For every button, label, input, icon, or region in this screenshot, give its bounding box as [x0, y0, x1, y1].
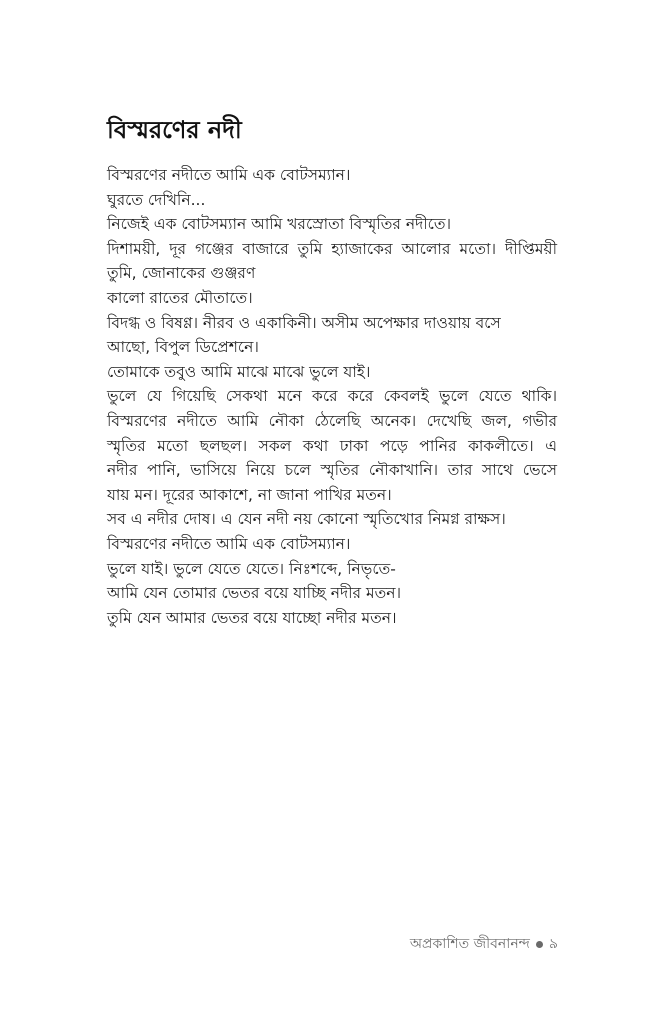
poem-line: আমি যেন তোমার ভেতর বয়ে যাচ্ছি নদীর মতন।: [107, 584, 402, 603]
poem-line: বিস্মরণের নদীতে আমি এক বোটসম্যান।: [107, 166, 351, 184]
poem-line: বিস্মরণের নদীতে আমি এক বোটসম্যান।: [107, 534, 351, 553]
poem-line: যায় মন। দূরের আকাশে, না জানা পাখির মতন।: [107, 485, 392, 504]
poem-body: [107, 163, 557, 630]
poem-line: সব এ নদীর দোষ। এ যেন নদী নয় কোনো স্মৃতিখোর নিমগ্ন রাক্ষস।: [107, 510, 506, 529]
poem-line: স্মৃতির মতো ছলছল। সকল কথা ঢাকা পড়ে পানির কাকলীতে। এ: [107, 436, 557, 455]
poem-line: আছো, বিপুল ডিপ্রেশনে।: [107, 338, 259, 357]
poem-line: দিশাময়ী, দূর গঞ্জের বাজারে তুমি হ্যাজাকের আলোর মতো। দীপ্তিময়ী: [107, 239, 557, 258]
book-title: অপ্রকাশিত জীবনানন্দ: [409, 936, 530, 952]
poem-title: বিস্মরণের নদী: [107, 116, 242, 144]
poem-line: তুমি, জোনাকের গুঞ্জরণ: [107, 264, 256, 283]
poem-line: নদীর পানি, ভাসিয়ে নিয়ে চলে স্মৃতির নৌকাখানি। তার সাথে ভেসে: [107, 461, 557, 480]
poem-line: বিদগ্ধ ও বিষণ্ণ। নীরব ও একাকিনী। অসীম অপেক্ষার দাওয়ায় বসে: [107, 313, 501, 332]
poem-line: তোমাকে তবুও আমি মাঝে মাঝে ভুলে যাই।: [107, 362, 371, 381]
poem-line: ভুলে যে গিয়েছি সেকথা মনে করে করে কেবলই ভুলে যেতে থাকি।: [107, 387, 557, 406]
poem-line: বিস্মরণের নদীতে আমি নৌকা ঠেলেছি অনেক। দেখেছি জল, গভীর: [107, 411, 557, 430]
poem-line: তুমি যেন আমার ভেতর বয়ে যাচ্ছো নদীর মতন।: [107, 608, 397, 627]
bullet-icon: [536, 941, 543, 948]
poem-line: কালো রাতের মৌতাতে।: [107, 288, 253, 307]
page-footer: [410, 932, 558, 956]
poem-line: নিজেই এক বোটসম্যান আমি খরস্রোতা বিস্মৃতির নদীতে।: [107, 215, 452, 234]
page-number: ৯: [548, 936, 558, 952]
poem-line: ঘুরতে দেখিনি...: [107, 190, 206, 209]
poem-line: ভুলে যাই। ভুলে যেতে যেতে। নিঃশব্দে, নিভৃতে-: [107, 559, 396, 578]
